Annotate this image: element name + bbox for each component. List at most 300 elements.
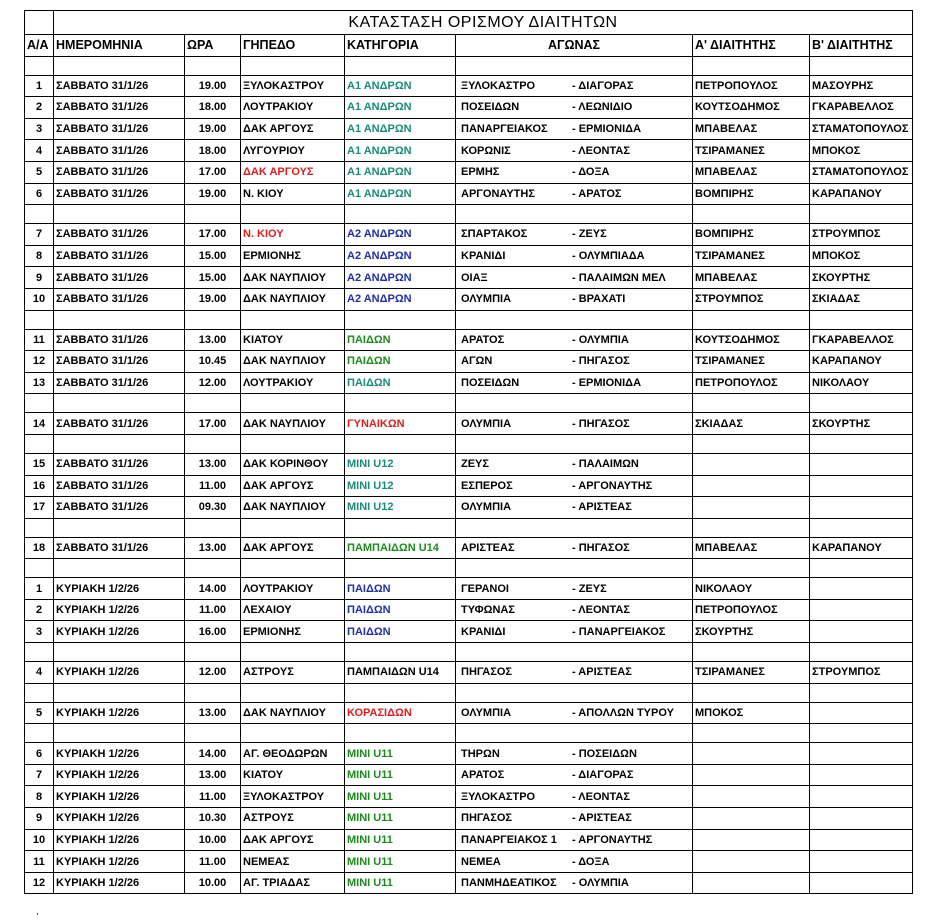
row-number: 11 — [25, 329, 54, 351]
header-category: ΚΑΤΗΓΟΡΙΑ — [345, 35, 456, 57]
row-category: ΓΥΝΑΙΚΩΝ — [345, 413, 456, 435]
empty-cell — [185, 310, 241, 329]
row-time: 15.00 — [185, 245, 241, 267]
match-home-team: ΠΗΓΑΣΟΣ — [461, 812, 513, 825]
row-venue: ΔΑΚ ΝΑΥΠΛΙΟΥ — [241, 288, 345, 310]
row-time: 17.00 — [185, 413, 241, 435]
row-match — [456, 372, 693, 394]
row-date: ΣΑΒΒΑΤΟ 31/1/26 — [54, 183, 185, 205]
empty-cell — [345, 559, 456, 578]
row-time: 11.00 — [185, 599, 241, 621]
match-away-team: - ΠΑΛΑΙΜΩΝ — [572, 458, 639, 471]
empty-cell — [185, 56, 241, 75]
row-referee-b: ΣΚΟΥΡΤΗΣ — [810, 413, 913, 435]
table-row — [25, 497, 913, 519]
row-category: ΠΑΙΔΩΝ — [345, 372, 456, 394]
row-time: 10.30 — [185, 808, 241, 830]
row-referee-a — [693, 453, 810, 475]
row-venue: Ν. ΚΙΟΥ — [241, 224, 345, 246]
row-date: ΣΑΒΒΑΤΟ 31/1/26 — [54, 245, 185, 267]
match-away-team: - ΑΠΟΛΛΩΝ ΤΥΡΟΥ — [572, 706, 674, 719]
row-venue: ΔΑΚ ΝΑΥΠΛΙΟΥ — [241, 351, 345, 373]
match-away-team: - ΑΡΑΤΟΣ — [572, 187, 622, 200]
match-away-team: - ΠΑΝΑΡΓΕΙΑΚΟΣ — [572, 625, 666, 638]
match-away-team: - ΟΛΥΜΠΙΑΔΑ — [572, 250, 645, 263]
row-referee-a: ΒΟΜΠΙΡΗΣ — [693, 183, 810, 205]
row-match — [456, 351, 693, 373]
row-match — [456, 764, 693, 786]
row-date: ΣΑΒΒΑΤΟ 31/1/26 — [54, 372, 185, 394]
table-row — [25, 183, 913, 205]
empty-cell — [185, 205, 241, 224]
empty-cell — [241, 56, 345, 75]
row-time: 11.00 — [185, 786, 241, 808]
row-match — [456, 118, 693, 140]
row-number: 1 — [25, 578, 54, 600]
empty-cell — [456, 310, 693, 329]
row-venue: ΛΕΧΑΙΟΥ — [241, 599, 345, 621]
row-referee-b — [810, 497, 913, 519]
row-venue: ΔΑΚ ΝΑΥΠΛΙΟΥ — [241, 702, 345, 724]
match-home-team: ΑΡΓΟΝΑΥΤΗΣ — [461, 187, 535, 200]
row-category: ΚΟΡΑΣΙΔΩΝ — [345, 702, 456, 724]
empty-cell — [456, 724, 693, 743]
table-row — [25, 764, 913, 786]
match-home-team: ΝΕΜΕΑ — [461, 855, 501, 868]
row-referee-b — [810, 702, 913, 724]
row-date: ΚΥΡΙΑΚΗ 1/2/26 — [54, 851, 185, 873]
table-row — [25, 329, 913, 351]
row-time: 14.00 — [185, 578, 241, 600]
footnote-mark: , — [36, 906, 39, 916]
empty-cell — [54, 56, 185, 75]
table-row — [25, 743, 913, 765]
row-referee-b — [810, 743, 913, 765]
row-match — [456, 808, 693, 830]
row-match — [456, 224, 693, 246]
empty-cell — [456, 559, 693, 578]
empty-cell — [241, 434, 345, 453]
row-match — [456, 578, 693, 600]
row-referee-b: ΣΚΟΥΡΤΗΣ — [810, 267, 913, 289]
empty-cell — [54, 205, 185, 224]
empty-cell — [345, 56, 456, 75]
row-referee-a — [693, 851, 810, 873]
row-referee-a: ΤΣΙΡΑΜΑΝΕΣ — [693, 662, 810, 684]
match-away-team: - ΔΟΞΑ — [572, 166, 610, 179]
row-match — [456, 497, 693, 519]
empty-cell — [25, 559, 54, 578]
empty-cell — [241, 310, 345, 329]
match-home-team: ΚΟΡΩΝΙΣ — [461, 144, 511, 157]
empty-cell — [185, 724, 241, 743]
match-away-team: - ΔΙΑΓΟΡΑΣ — [572, 79, 634, 92]
row-match — [456, 599, 693, 621]
match-home-team: ΞΥΛΟΚΑΣΤΡΟ — [461, 79, 536, 92]
empty-cell — [693, 643, 810, 662]
row-date: ΚΥΡΙΑΚΗ 1/2/26 — [54, 702, 185, 724]
row-category: Α1 ΑΝΔΡΩΝ — [345, 75, 456, 97]
empty-cell — [456, 518, 693, 537]
referee-schedule-table — [24, 10, 913, 894]
empty-cell — [693, 205, 810, 224]
empty-cell — [25, 310, 54, 329]
header-aa: Α/Α — [25, 35, 54, 57]
row-match — [456, 267, 693, 289]
row-date: ΣΑΒΒΑΤΟ 31/1/26 — [54, 351, 185, 373]
match-home-team: ΕΡΜΗΣ — [461, 166, 500, 179]
spacer-row — [25, 205, 913, 224]
header-venue: ΓΗΠΕΔΟ — [241, 35, 345, 57]
header-match: ΑΓΩΝΑΣ — [456, 35, 693, 57]
table-row — [25, 662, 913, 684]
table-row — [25, 537, 913, 559]
row-date: ΚΥΡΙΑΚΗ 1/2/26 — [54, 764, 185, 786]
match-home-team: ΑΡΙΣΤΕΑΣ — [461, 541, 515, 554]
row-referee-a: ΠΕΤΡΟΠΟΥΛΟΣ — [693, 599, 810, 621]
empty-cell — [54, 434, 185, 453]
table-row — [25, 351, 913, 373]
row-venue: ΚΙΑΤΟΥ — [241, 329, 345, 351]
row-number: 10 — [25, 829, 54, 851]
match-home-team: ΠΑΝΑΡΓΕΙΑΚΟΣ 1 — [461, 833, 557, 846]
row-category: Α2 ΑΝΔΡΩΝ — [345, 267, 456, 289]
row-venue: ΕΡΜΙΟΝΗΣ — [241, 245, 345, 267]
empty-cell — [241, 559, 345, 578]
row-referee-b — [810, 851, 913, 873]
row-time: 17.00 — [185, 224, 241, 246]
table-row — [25, 599, 913, 621]
empty-cell — [456, 434, 693, 453]
row-venue: ΔΑΚ ΚΟΡΙΝΘΟΥ — [241, 453, 345, 475]
match-away-team: - ΒΡΑΧΑΤΙ — [572, 293, 626, 306]
match-home-team: ΠΑΝΑΡΓΕΙΑΚΟΣ — [461, 123, 548, 136]
row-venue: ΛΟΥΤΡΑΚΙΟΥ — [241, 372, 345, 394]
empty-cell — [25, 56, 54, 75]
row-referee-a: ΜΠΑΒΕΛΑΣ — [693, 161, 810, 183]
match-away-team: - ΠΗΓΑΣΟΣ — [572, 541, 630, 554]
row-category: MINI U11 — [345, 764, 456, 786]
row-time: 13.00 — [185, 702, 241, 724]
empty-cell — [54, 518, 185, 537]
row-date: ΣΑΒΒΑΤΟ 31/1/26 — [54, 453, 185, 475]
row-category: MINI U11 — [345, 872, 456, 894]
row-number: 12 — [25, 351, 54, 373]
empty-cell — [693, 559, 810, 578]
table-row — [25, 372, 913, 394]
empty-cell — [241, 643, 345, 662]
row-number: 18 — [25, 537, 54, 559]
empty-cell — [456, 205, 693, 224]
row-time: 13.00 — [185, 764, 241, 786]
row-time: 11.00 — [185, 475, 241, 497]
row-referee-a — [693, 475, 810, 497]
row-referee-a: ΒΟΜΠΙΡΗΣ — [693, 224, 810, 246]
match-away-team: - ΔΙΑΓΟΡΑΣ — [572, 769, 634, 782]
table-row — [25, 267, 913, 289]
empty-cell — [693, 724, 810, 743]
row-category: Α2 ΑΝΔΡΩΝ — [345, 245, 456, 267]
row-referee-b — [810, 829, 913, 851]
row-match — [456, 872, 693, 894]
empty-cell — [54, 394, 185, 413]
row-match — [456, 743, 693, 765]
table-row — [25, 118, 913, 140]
row-match — [456, 329, 693, 351]
row-referee-b: ΚΑΡΑΠΑΝΟΥ — [810, 351, 913, 373]
row-venue: ΛΟΥΤΡΑΚΙΟΥ — [241, 578, 345, 600]
row-number: 13 — [25, 372, 54, 394]
row-referee-b: ΝΙΚΟΛΑΟΥ — [810, 372, 913, 394]
match-away-team: - ΖΕΥΣ — [572, 228, 607, 241]
row-match — [456, 786, 693, 808]
row-referee-a — [693, 743, 810, 765]
header-date: ΗΜΕΡΟΜΗΝΙΑ — [54, 35, 185, 57]
empty-cell — [185, 643, 241, 662]
row-number: 9 — [25, 808, 54, 830]
row-referee-a — [693, 497, 810, 519]
row-venue: ΛΟΥΤΡΑΚΙΟΥ — [241, 97, 345, 119]
match-home-team: ΖΕΥΣ — [461, 458, 489, 471]
spacer-row — [25, 56, 913, 75]
row-time: 19.00 — [185, 288, 241, 310]
row-match — [456, 702, 693, 724]
match-home-team: ΟΛΥΜΠΙΑ — [461, 293, 512, 306]
match-home-team: ΠΗΓΑΣΟΣ — [461, 666, 513, 679]
empty-cell — [693, 394, 810, 413]
row-referee-b — [810, 475, 913, 497]
match-home-team: ΚΡΑΝΙΔΙ — [461, 250, 506, 263]
row-time: 12.00 — [185, 662, 241, 684]
row-date: ΣΑΒΒΑΤΟ 31/1/26 — [54, 75, 185, 97]
row-match — [456, 621, 693, 643]
row-time: 19.00 — [185, 118, 241, 140]
row-number: 9 — [25, 267, 54, 289]
row-referee-b: ΜΠΟΚΟΣ — [810, 140, 913, 162]
row-referee-a — [693, 808, 810, 830]
row-match — [456, 851, 693, 873]
row-date: ΚΥΡΙΑΚΗ 1/2/26 — [54, 786, 185, 808]
row-date: ΚΥΡΙΑΚΗ 1/2/26 — [54, 599, 185, 621]
row-time: 16.00 — [185, 621, 241, 643]
row-time: 10.00 — [185, 829, 241, 851]
row-category: MINI U11 — [345, 808, 456, 830]
table-row — [25, 224, 913, 246]
row-venue: ΔΑΚ ΑΡΓΟΥΣ — [241, 161, 345, 183]
row-venue: ΔΑΚ ΝΑΥΠΛΙΟΥ — [241, 497, 345, 519]
empty-cell — [25, 518, 54, 537]
spacer-row — [25, 643, 913, 662]
row-number: 1 — [25, 75, 54, 97]
row-number: 3 — [25, 118, 54, 140]
row-date: ΚΥΡΙΑΚΗ 1/2/26 — [54, 621, 185, 643]
row-number: 4 — [25, 140, 54, 162]
row-match — [456, 537, 693, 559]
row-category: MINI U12 — [345, 497, 456, 519]
page-title: ΚΑΤΑΣΤΑΣΗ ΟΡΙΣΜΟΥ ΔΙΑΙΤΗΤΩΝ — [54, 11, 913, 35]
empty-cell — [241, 683, 345, 702]
row-category: MINI U12 — [345, 475, 456, 497]
row-venue: ΔΑΚ ΝΑΥΠΛΙΟΥ — [241, 267, 345, 289]
row-referee-a: ΤΣΙΡΑΜΑΝΕΣ — [693, 351, 810, 373]
row-venue: ΑΣΤΡΟΥΣ — [241, 662, 345, 684]
empty-cell — [25, 643, 54, 662]
row-number: 5 — [25, 702, 54, 724]
empty-cell — [693, 310, 810, 329]
empty-cell — [810, 683, 913, 702]
row-category: Α1 ΑΝΔΡΩΝ — [345, 183, 456, 205]
spacer-row — [25, 434, 913, 453]
row-referee-a: ΣΚΙΑΔΑΣ — [693, 413, 810, 435]
row-venue: Ν. ΚΙΟΥ — [241, 183, 345, 205]
spacer-row — [25, 724, 913, 743]
row-referee-b: ΓΚΑΡΑΒΕΛΛΟΣ — [810, 97, 913, 119]
row-venue: ΑΓ. ΤΡΙΑΔΑΣ — [241, 872, 345, 894]
row-referee-b — [810, 872, 913, 894]
empty-cell — [810, 310, 913, 329]
row-number: 2 — [25, 97, 54, 119]
empty-cell — [810, 724, 913, 743]
match-away-team: - ΔΟΞΑ — [572, 855, 610, 868]
empty-cell — [25, 434, 54, 453]
table-row — [25, 829, 913, 851]
row-venue: ΔΑΚ ΑΡΓΟΥΣ — [241, 475, 345, 497]
row-venue: ΑΓ. ΘΕΟΔΩΡΩΝ — [241, 743, 345, 765]
row-number: 12 — [25, 872, 54, 894]
title-row — [25, 11, 913, 35]
row-category: Α2 ΑΝΔΡΩΝ — [345, 288, 456, 310]
match-away-team: - ΠΗΓΑΣΟΣ — [572, 417, 630, 430]
match-away-team: - ΠΗΓΑΣΟΣ — [572, 355, 630, 368]
row-referee-a: ΚΟΥΤΣΟΔΗΜΟΣ — [693, 97, 810, 119]
row-match — [456, 829, 693, 851]
row-date: ΣΑΒΒΑΤΟ 31/1/26 — [54, 288, 185, 310]
row-time: 19.00 — [185, 183, 241, 205]
row-referee-a — [693, 872, 810, 894]
row-number: 6 — [25, 743, 54, 765]
row-date: ΣΑΒΒΑΤΟ 31/1/26 — [54, 161, 185, 183]
match-home-team: ΟΛΥΜΠΙΑ — [461, 417, 512, 430]
row-referee-b — [810, 764, 913, 786]
match-home-team: ΓΕΡΑΝΟΙ — [461, 582, 509, 595]
spacer-row — [25, 394, 913, 413]
row-referee-a: ΜΠΟΚΟΣ — [693, 702, 810, 724]
match-home-team: ΠΟΣΕΙΔΩΝ — [461, 377, 520, 390]
match-away-team: - ΑΡΙΣΤΕΑΣ — [572, 812, 632, 825]
empty-cell — [241, 518, 345, 537]
row-referee-b: ΜΠΟΚΟΣ — [810, 245, 913, 267]
row-date: ΚΥΡΙΑΚΗ 1/2/26 — [54, 829, 185, 851]
row-date: ΣΑΒΒΑΤΟ 31/1/26 — [54, 497, 185, 519]
row-referee-b: ΚΑΡΑΠΑΝΟΥ — [810, 183, 913, 205]
row-venue: ΛΥΓΟΥΡΙΟΥ — [241, 140, 345, 162]
row-match — [456, 161, 693, 183]
match-home-team: ΤΗΡΩΝ — [461, 747, 500, 760]
row-referee-a — [693, 786, 810, 808]
row-category: MINI U11 — [345, 786, 456, 808]
match-away-team: - ΛΕΟΝΤΑΣ — [572, 144, 630, 157]
empty-cell — [25, 683, 54, 702]
empty-cell — [345, 724, 456, 743]
row-category: ΠΑΜΠΑΙΔΩΝ U14 — [345, 537, 456, 559]
empty-cell — [345, 434, 456, 453]
row-referee-a: ΣΤΡΟΥΜΠΟΣ — [693, 288, 810, 310]
empty-cell — [54, 724, 185, 743]
row-date: ΣΑΒΒΑΤΟ 31/1/26 — [54, 475, 185, 497]
table-row — [25, 288, 913, 310]
empty-cell — [693, 56, 810, 75]
match-away-team: - ΑΡΙΣΤΕΑΣ — [572, 666, 632, 679]
table-body — [25, 11, 913, 894]
match-away-team: - ΛΕΟΝΤΑΣ — [572, 790, 630, 803]
row-category: ΠΑΜΠΑΙΔΩΝ U14 — [345, 662, 456, 684]
row-number: 10 — [25, 288, 54, 310]
match-home-team: ΞΥΛΟΚΑΣΤΡΟ — [461, 790, 536, 803]
table-row — [25, 140, 913, 162]
row-match — [456, 140, 693, 162]
match-away-team: - ΛΕΟΝΤΑΣ — [572, 604, 630, 617]
empty-cell — [54, 683, 185, 702]
empty-cell — [185, 518, 241, 537]
row-date: ΚΥΡΙΑΚΗ 1/2/26 — [54, 662, 185, 684]
row-date: ΣΑΒΒΑΤΟ 31/1/26 — [54, 118, 185, 140]
empty-cell — [810, 518, 913, 537]
empty-cell — [54, 310, 185, 329]
empty-cell — [345, 518, 456, 537]
row-category: Α1 ΑΝΔΡΩΝ — [345, 118, 456, 140]
row-referee-b: ΣΚΙΑΔΑΣ — [810, 288, 913, 310]
row-venue: ΚΙΑΤΟΥ — [241, 764, 345, 786]
row-number: 8 — [25, 245, 54, 267]
row-venue: ΕΡΜΙΟΝΗΣ — [241, 621, 345, 643]
spacer-row — [25, 518, 913, 537]
row-referee-a: ΣΚΟΥΡΤΗΣ — [693, 621, 810, 643]
empty-cell — [54, 559, 185, 578]
row-category: ΠΑΙΔΩΝ — [345, 329, 456, 351]
row-venue: ΔΑΚ ΑΡΓΟΥΣ — [241, 829, 345, 851]
match-home-team: ΑΡΑΤΟΣ — [461, 769, 505, 782]
row-referee-a: ΤΣΙΡΑΜΑΝΕΣ — [693, 245, 810, 267]
row-number: 11 — [25, 851, 54, 873]
row-number: 17 — [25, 497, 54, 519]
empty-cell — [456, 643, 693, 662]
row-date: ΣΑΒΒΑΤΟ 31/1/26 — [54, 267, 185, 289]
row-referee-a: ΚΟΥΤΣΟΔΗΜΟΣ — [693, 329, 810, 351]
row-category: MINI U11 — [345, 743, 456, 765]
match-away-team: - ΑΡΓΟΝΑΥΤΗΣ — [572, 479, 653, 492]
row-referee-a — [693, 829, 810, 851]
empty-cell — [693, 683, 810, 702]
row-category: MINI U11 — [345, 851, 456, 873]
match-away-team: - ΠΟΣΕΙΔΩΝ — [572, 747, 637, 760]
row-number: 2 — [25, 599, 54, 621]
empty-cell — [810, 434, 913, 453]
empty-cell — [345, 394, 456, 413]
table-row — [25, 808, 913, 830]
row-match — [456, 413, 693, 435]
row-time: 15.00 — [185, 267, 241, 289]
header-time: ΩΡΑ — [185, 35, 241, 57]
row-match — [456, 75, 693, 97]
row-date: ΣΑΒΒΑΤΟ 31/1/26 — [54, 140, 185, 162]
row-time: 18.00 — [185, 97, 241, 119]
empty-cell — [185, 683, 241, 702]
row-time: 13.00 — [185, 329, 241, 351]
row-number: 8 — [25, 786, 54, 808]
match-away-team: - ΟΛΥΜΠΙΑ — [572, 333, 629, 346]
row-referee-b — [810, 786, 913, 808]
row-referee-a: ΠΕΤΡΟΠΟΥΛΟΣ — [693, 372, 810, 394]
